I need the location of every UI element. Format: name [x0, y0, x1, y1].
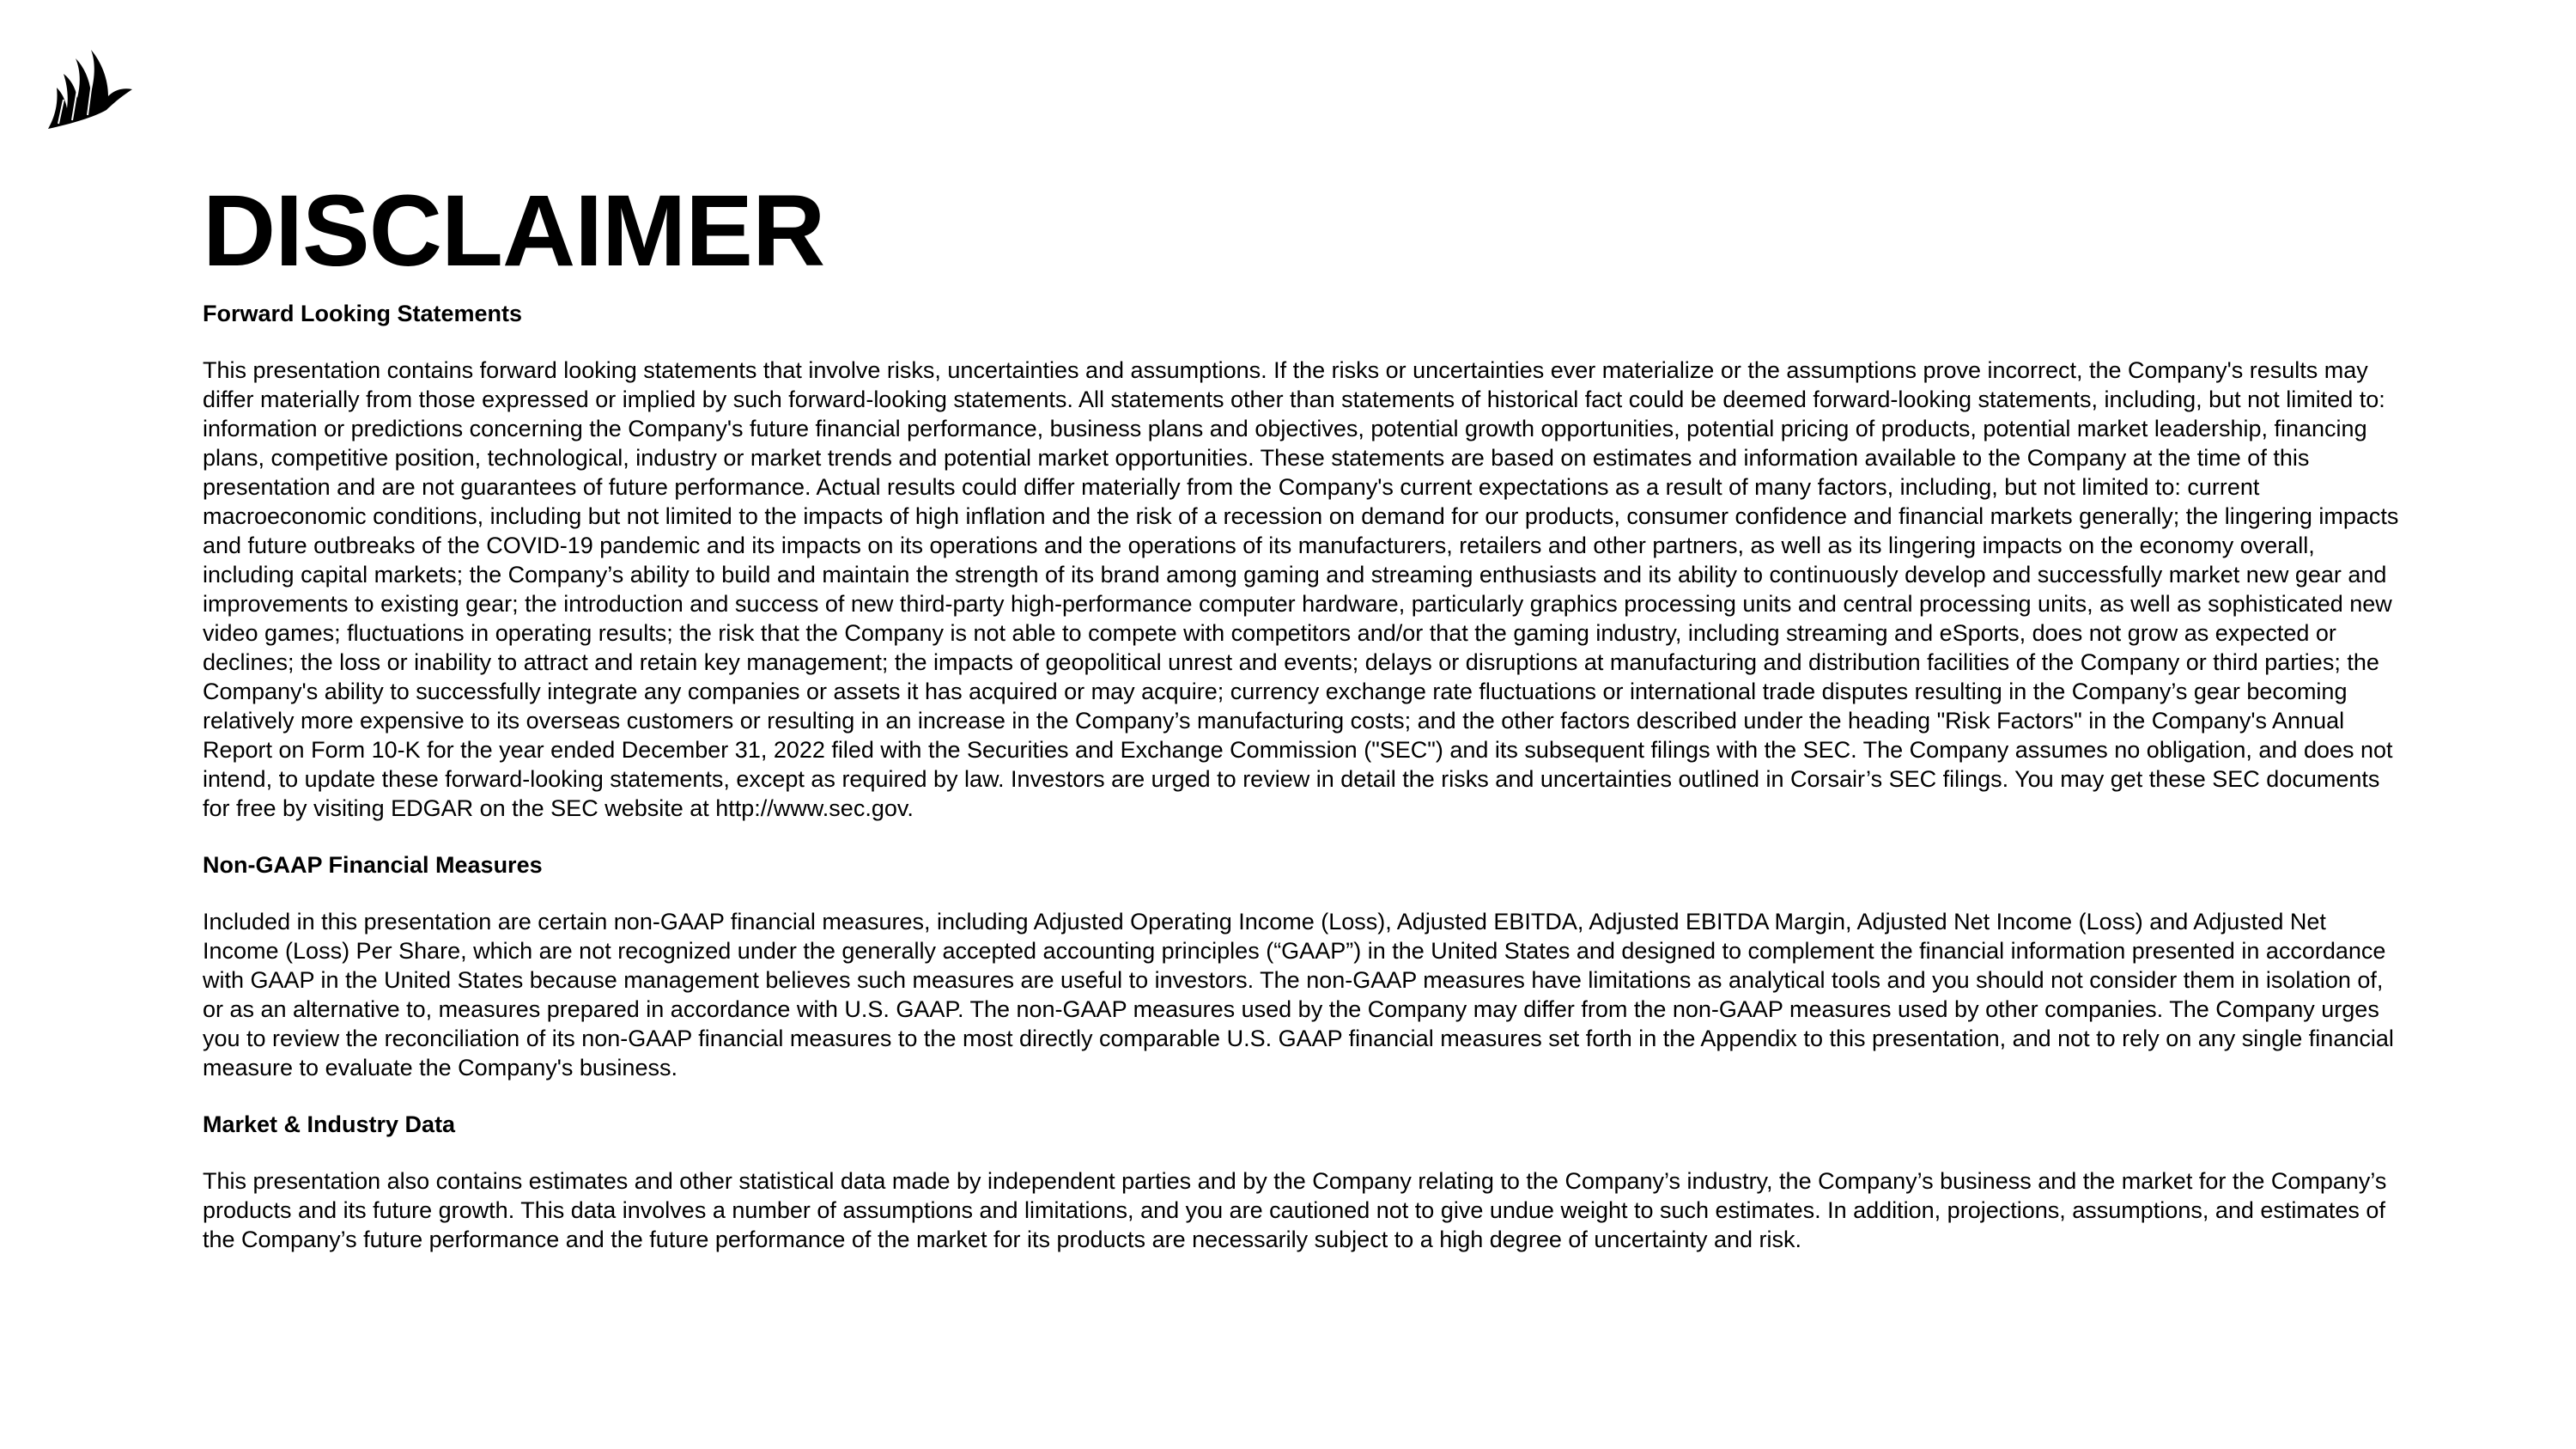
page-title: DISCLAIMER [203, 174, 825, 288]
section-heading-forward-looking: Forward Looking Statements [203, 301, 523, 326]
section-heading-market-data: Market & Industry Data [203, 1111, 456, 1137]
section-heading-non-gaap: Non-GAAP Financial Measures [203, 852, 543, 878]
disclaimer-content [203, 174, 2401, 1282]
section-body-market-data: This presentation also contains estimates and other statistical data made by independent parties and by the Company relating to the Company’s industry, the Company’s business and the market for the Company’s products and its future growth. This data involves a number of assumptions and limitations, and you are cautioned not to give undue weight to such estimates. In addition, projections, assumptions, and estimates of the Company’s future performance and the future performance of the market for its products are necessarily subject to a high degree of uncertainty and risk. [203, 1168, 2387, 1252]
section-body-non-gaap: Included in this presentation are certain non-GAAP financial measures, including Adjusted Operating Income (Loss), Adjusted EBITDA, Adjusted EBITDA Margin, Adjusted Net Income (Loss) and Adjusted Net Income (Loss) Per Share, which are not recognized under the generally accepted accounting principles (“GAAP”) in the United States and designed to complement the financial information presented in accordance with GAAP in the United States because management believes such measures are useful to investors. The non-GAAP measures have limitations as analytical tools and you should not consider them in isolation of, or as an alternative to, measures prepared in accordance with U.S. GAAP. The non-GAAP measures used by the Company may differ from the non-GAAP measures used by other companies. The Company urges you to review the reconciliation of its non-GAAP financial measures to the most directly comparable U.S. GAAP financial measures set forth in the Appendix to this presentation, and not to rely on any single financial measure to evaluate the Company's business. [203, 909, 2394, 1081]
section-body-forward-looking: This presentation contains forward looking statements that involve risks, uncertainties and assumptions. If the risks or uncertainties ever materialize or the assumptions prove incorrect, the Company's results may differ materially from those expressed or implied by such forward-looking statements. All statements other than statements of historical fact could be deemed forward-looking statements, including, but not limited to: information or predictions concerning the Company's future financial performance, business plans and objectives, potential growth opportunities, potential pricing of products, potential market leadership, financing plans, competitive position, technological, industry or market trends and potential market opportunities. These statements are based on estimates and information available to the Company at the time of this presentation and are not guarantees of future performance. Actual results could differ materially from the Company's current expectations as a result of many factors, including, but not limited to: current macroeconomic conditions, including but not limited to the impacts of high inflation and the risk of a recession on demand for our products, consumer confidence and financial markets generally; the lingering impacts and future outbreaks of the COVID-19 pandemic and its impacts on its operations and the operations of its manufacturers, retailers and other partners, as well as its lingering impacts on the economy overall, including capital markets; the Company’s ability to build and maintain the strength of its brand among gaming and streaming enthusiasts and its ability to continuously develop and successfully market new gear and improvements to existing gear; the introduction and success of new third-party high-performance computer hardware, particularly graphics processing units and central processing units, as well as sophisticated new video games; fluctuations in operating results; the risk that the Company is not able to compete with competitors and/or that the gaming industry, including streaming and eSports, does not grow as expected or declines; the loss or inability to attract and retain key management; the impacts of geopolitical unrest and events; delays or disruptions at manufacturing and distribution facilities of the Company or third parties; the Company's ability to successfully integrate any companies or assets it has acquired or may acquire; currency exchange rate fluctuations or international trade disputes resulting in the Company’s gear becoming relatively more expensive to its overseas customers or resulting in an increase in the Company’s manufacturing costs; and the other factors described under the heading "Risk Factors" in the Company's Annual Report on Form 10-K for the year ended December 31, 2022 filed with the Securities and Exchange Commission ("SEC") and its subsequent filings with the SEC. The Company assumes no obligation, and does not intend, to update these forward-looking statements, except as required by law. Investors are urged to review in detail the risks and uncertainties outlined in Corsair’s SEC filings. You may get these SEC documents for free by visiting EDGAR on the SEC website at http://www.sec.gov. [203, 357, 2399, 821]
corsair-sails-icon [46, 48, 134, 131]
